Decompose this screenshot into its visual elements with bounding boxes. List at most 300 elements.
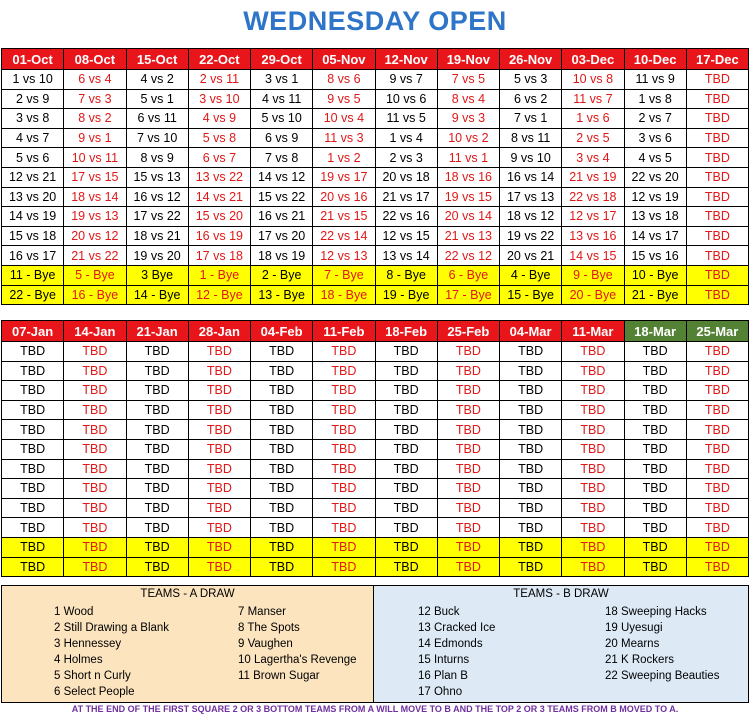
team-entry: 12 Buck [418, 606, 460, 618]
match-cell: TBD [686, 420, 748, 440]
match-cell: TBD [2, 537, 64, 557]
match-cell: TBD [562, 420, 624, 440]
team-entry: 20 Mearns [605, 638, 660, 650]
match-cell: TBD [251, 557, 313, 577]
match-cell: TBD [500, 518, 562, 538]
match-cell: 5 vs 8 [188, 128, 250, 148]
match-cell: 7 vs 3 [64, 89, 126, 109]
match-cell: 3 vs 4 [562, 148, 624, 168]
match-cell: TBD [500, 557, 562, 577]
match-cell: TBD [686, 400, 748, 420]
match-cell: TBD [64, 420, 126, 440]
team-entry: 21 K Rockers [605, 654, 675, 666]
match-cell: 17 - Bye [437, 285, 499, 305]
match-cell: TBD [126, 518, 188, 538]
bye-row [2, 285, 749, 305]
schedule-table-winter [1, 320, 749, 577]
date-header-cell: 25-Mar [686, 321, 748, 342]
date-header-cell: 26-Nov [500, 49, 562, 70]
match-cell: 11 vs 7 [562, 89, 624, 109]
date-header-cell: 11-Mar [562, 321, 624, 342]
match-cell: 6 vs 7 [188, 148, 250, 168]
match-cell: TBD [562, 479, 624, 499]
match-cell: TBD [188, 498, 250, 518]
match-row [2, 498, 749, 518]
match-cell: TBD [686, 381, 748, 401]
match-cell: 2 vs 11 [188, 70, 250, 90]
match-cell: 21 vs 17 [375, 187, 437, 207]
match-cell: 16 vs 21 [251, 207, 313, 227]
match-cell: TBD [313, 381, 375, 401]
match-cell: TBD [624, 361, 686, 381]
match-cell: 15 vs 22 [251, 187, 313, 207]
match-cell: TBD [437, 342, 499, 362]
date-header-cell: 07-Jan [2, 321, 64, 342]
match-cell: 14 vs 12 [251, 167, 313, 187]
match-cell: TBD [686, 537, 748, 557]
match-cell: 15 - Bye [500, 285, 562, 305]
match-cell: 12 vs 13 [313, 246, 375, 266]
match-cell: 21 vs 19 [562, 167, 624, 187]
match-row [2, 361, 749, 381]
match-cell: 21 vs 15 [313, 207, 375, 227]
match-cell: TBD [126, 537, 188, 557]
match-cell: 8 - Bye [375, 265, 437, 285]
match-cell: 1 vs 6 [562, 109, 624, 129]
match-cell: 22 vs 16 [375, 207, 437, 227]
match-cell: 7 vs 10 [126, 128, 188, 148]
match-cell: 8 vs 2 [64, 109, 126, 129]
match-cell: TBD [437, 381, 499, 401]
match-cell: TBD [126, 557, 188, 577]
match-cell: 1 vs 4 [375, 128, 437, 148]
match-cell: TBD [313, 518, 375, 538]
match-cell: 10 vs 2 [437, 128, 499, 148]
date-header-cell: 04-Mar [500, 321, 562, 342]
date-header-cell: 29-Oct [251, 49, 313, 70]
match-cell: 5 vs 6 [2, 148, 64, 168]
match-cell: TBD [251, 498, 313, 518]
match-cell: 18 vs 12 [500, 207, 562, 227]
match-cell: TBD [624, 381, 686, 401]
match-cell: 2 - Bye [251, 265, 313, 285]
match-cell: TBD [686, 226, 748, 246]
match-cell: TBD [624, 518, 686, 538]
match-cell: 12 vs 15 [375, 226, 437, 246]
match-cell: 11 vs 9 [624, 70, 686, 90]
match-row [2, 246, 749, 266]
match-cell: TBD [251, 342, 313, 362]
match-cell: TBD [686, 479, 748, 499]
team-entry: 15 Inturns [418, 654, 470, 666]
date-header-cell: 18-Mar [624, 321, 686, 342]
team-entry: 13 Cracked Ice [418, 622, 496, 634]
match-cell: TBD [562, 361, 624, 381]
date-header-cell: 22-Oct [188, 49, 250, 70]
match-cell: TBD [313, 420, 375, 440]
match-cell: TBD [375, 498, 437, 518]
match-cell: TBD [251, 479, 313, 499]
match-cell: TBD [686, 128, 748, 148]
match-cell: TBD [64, 498, 126, 518]
match-cell: 22 vs 18 [562, 187, 624, 207]
match-cell: TBD [188, 342, 250, 362]
match-cell: 21 - Bye [624, 285, 686, 305]
match-cell: 7 vs 5 [437, 70, 499, 90]
match-cell: 11 vs 3 [313, 128, 375, 148]
match-cell: 4 vs 2 [126, 70, 188, 90]
match-cell: 5 vs 10 [251, 109, 313, 129]
match-cell: 21 vs 22 [64, 246, 126, 266]
match-cell: 16 vs 17 [2, 246, 64, 266]
match-cell: 12 vs 17 [562, 207, 624, 227]
match-cell: 19 vs 17 [313, 167, 375, 187]
match-cell: TBD [375, 400, 437, 420]
match-cell: 10 vs 6 [375, 89, 437, 109]
match-cell: TBD [624, 342, 686, 362]
match-cell: TBD [64, 381, 126, 401]
match-cell: 15 vs 16 [624, 246, 686, 266]
match-cell: 19 - Bye [375, 285, 437, 305]
date-header-cell: 19-Nov [437, 49, 499, 70]
match-cell: 3 vs 8 [2, 109, 64, 129]
match-cell: TBD [375, 342, 437, 362]
date-header-cell: 11-Feb [313, 321, 375, 342]
match-cell: TBD [64, 479, 126, 499]
match-cell: 11 - Bye [2, 265, 64, 285]
match-cell: 20 vs 14 [437, 207, 499, 227]
match-cell: TBD [624, 537, 686, 557]
date-header-cell: 04-Feb [251, 321, 313, 342]
match-cell: 12 - Bye [188, 285, 250, 305]
match-cell: 13 vs 22 [188, 167, 250, 187]
match-cell: 22 - Bye [2, 285, 64, 305]
match-cell: TBD [437, 420, 499, 440]
match-row [2, 459, 749, 479]
match-cell: 13 vs 16 [562, 226, 624, 246]
match-cell: 9 vs 10 [500, 148, 562, 168]
match-cell: TBD [188, 518, 250, 538]
match-cell: 3 vs 10 [188, 89, 250, 109]
match-cell: TBD [437, 439, 499, 459]
match-cell: TBD [188, 557, 250, 577]
date-header-cell: 05-Nov [313, 49, 375, 70]
match-cell: 8 vs 4 [437, 89, 499, 109]
date-header-cell: 14-Jan [64, 321, 126, 342]
match-cell: TBD [500, 498, 562, 518]
match-cell: TBD [686, 518, 748, 538]
match-cell: TBD [437, 518, 499, 538]
match-cell: 19 vs 20 [126, 246, 188, 266]
match-cell: TBD [188, 420, 250, 440]
match-cell: TBD [64, 400, 126, 420]
match-cell: 16 vs 14 [500, 167, 562, 187]
match-cell: 9 vs 5 [313, 89, 375, 109]
match-cell: 8 vs 9 [126, 148, 188, 168]
match-cell: TBD [686, 246, 748, 266]
match-cell: 20 vs 21 [500, 246, 562, 266]
match-cell: 2 vs 5 [562, 128, 624, 148]
footer-note: AT THE END OF THE FIRST SQUARE 2 OR 3 BOTTOM TEAMS FROM A WILL MOVE TO B AND THE TOP 2 OR 3 TEAMS FROM B MOVED TO A. [71, 704, 679, 714]
match-cell: TBD [624, 439, 686, 459]
team-entry: 18 Sweeping Hacks [605, 606, 707, 618]
match-cell: TBD [686, 285, 748, 305]
match-cell: TBD [624, 557, 686, 577]
match-cell: TBD [624, 459, 686, 479]
match-cell: 20 vs 16 [313, 187, 375, 207]
match-cell: TBD [251, 400, 313, 420]
match-cell: TBD [437, 459, 499, 479]
match-row [2, 381, 749, 401]
match-cell: 17 vs 18 [188, 246, 250, 266]
match-cell: TBD [437, 361, 499, 381]
match-cell: TBD [624, 400, 686, 420]
match-cell: TBD [313, 400, 375, 420]
match-cell: TBD [686, 342, 748, 362]
match-cell: TBD [375, 518, 437, 538]
match-cell: TBD [686, 459, 748, 479]
match-cell: 17 vs 22 [126, 207, 188, 227]
match-cell: 21 vs 13 [437, 226, 499, 246]
match-cell: 18 vs 14 [64, 187, 126, 207]
match-cell: TBD [64, 518, 126, 538]
match-cell: TBD [562, 459, 624, 479]
match-cell: TBD [313, 361, 375, 381]
match-row [2, 342, 749, 362]
match-cell: TBD [2, 420, 64, 440]
match-cell: TBD [313, 479, 375, 499]
match-cell: 13 vs 18 [624, 207, 686, 227]
match-cell: TBD [188, 381, 250, 401]
teams-b-col2 [605, 604, 719, 684]
date-header-cell: 12-Nov [375, 49, 437, 70]
match-cell: TBD [562, 518, 624, 538]
date-header-cell: 15-Oct [126, 49, 188, 70]
date-header-cell: 03-Dec [562, 49, 624, 70]
match-cell: TBD [562, 342, 624, 362]
match-cell: TBD [64, 439, 126, 459]
teams-a-panel [2, 586, 374, 702]
match-row [2, 187, 749, 207]
match-cell: 1 vs 8 [624, 89, 686, 109]
team-entry: 1 Wood [54, 606, 94, 618]
match-cell: TBD [624, 420, 686, 440]
match-row [2, 400, 749, 420]
match-cell: TBD [313, 557, 375, 577]
schedule-table-fall [1, 48, 749, 305]
match-cell: TBD [2, 439, 64, 459]
date-header-row [2, 321, 749, 342]
match-cell: TBD [126, 381, 188, 401]
match-cell: TBD [126, 361, 188, 381]
match-cell: TBD [2, 498, 64, 518]
match-cell: TBD [562, 439, 624, 459]
match-cell: TBD [375, 361, 437, 381]
match-cell: 19 vs 15 [437, 187, 499, 207]
match-cell: 2 vs 7 [624, 109, 686, 129]
match-cell: 12 vs 21 [2, 167, 64, 187]
match-cell: TBD [624, 479, 686, 499]
team-entry: 6 Select People [54, 686, 135, 698]
match-cell: TBD [251, 420, 313, 440]
match-cell: 1 vs 10 [2, 70, 64, 90]
match-row [2, 70, 749, 90]
date-header-cell: 18-Feb [375, 321, 437, 342]
match-cell: 5 vs 3 [500, 70, 562, 90]
match-cell: 14 - Bye [126, 285, 188, 305]
date-header-cell: 08-Oct [64, 49, 126, 70]
team-entry: 16 Plan B [418, 670, 468, 682]
match-cell: 20 - Bye [562, 285, 624, 305]
match-cell: TBD [64, 557, 126, 577]
match-cell: 4 - Bye [500, 265, 562, 285]
teams-panel [1, 585, 749, 703]
match-cell: 4 vs 7 [2, 128, 64, 148]
date-header-cell: 17-Dec [686, 49, 748, 70]
match-cell: TBD [500, 361, 562, 381]
match-cell: TBD [562, 537, 624, 557]
match-cell: TBD [313, 537, 375, 557]
match-cell: 7 - Bye [313, 265, 375, 285]
match-cell: TBD [686, 148, 748, 168]
match-cell: 1 - Bye [188, 265, 250, 285]
match-cell: 9 vs 3 [437, 109, 499, 129]
match-cell: TBD [64, 459, 126, 479]
match-cell: TBD [500, 439, 562, 459]
match-cell: 2 vs 9 [2, 89, 64, 109]
match-cell: 10 vs 11 [64, 148, 126, 168]
match-cell: TBD [500, 459, 562, 479]
match-cell: TBD [500, 381, 562, 401]
match-cell: TBD [126, 498, 188, 518]
match-cell: TBD [500, 342, 562, 362]
match-cell: 14 vs 15 [562, 246, 624, 266]
match-row [2, 420, 749, 440]
match-cell: 17 vs 15 [64, 167, 126, 187]
date-header-cell: 01-Oct [2, 49, 64, 70]
match-cell: 16 vs 12 [126, 187, 188, 207]
match-cell: 9 - Bye [562, 265, 624, 285]
match-cell: 14 vs 21 [188, 187, 250, 207]
match-row [2, 479, 749, 499]
match-cell: TBD [686, 557, 748, 577]
match-cell: 20 vs 12 [64, 226, 126, 246]
match-cell: TBD [126, 400, 188, 420]
match-cell: 4 vs 5 [624, 148, 686, 168]
match-cell: TBD [2, 459, 64, 479]
team-entry: 7 Manser [238, 606, 286, 618]
match-cell: 14 vs 19 [2, 207, 64, 227]
match-cell: TBD [126, 479, 188, 499]
match-row [2, 518, 749, 538]
match-cell: TBD [2, 342, 64, 362]
match-cell: TBD [126, 342, 188, 362]
match-cell: 15 vs 13 [126, 167, 188, 187]
match-cell: TBD [188, 459, 250, 479]
match-cell: TBD [686, 439, 748, 459]
match-cell: 6 vs 11 [126, 109, 188, 129]
match-cell: TBD [437, 498, 499, 518]
match-cell: TBD [251, 439, 313, 459]
match-cell: 18 - Bye [313, 285, 375, 305]
match-cell: 6 vs 9 [251, 128, 313, 148]
match-cell: 5 vs 1 [126, 89, 188, 109]
match-cell: TBD [2, 557, 64, 577]
team-entry: 5 Short n Curly [54, 670, 131, 682]
match-cell: TBD [437, 537, 499, 557]
date-header-cell: 25-Feb [437, 321, 499, 342]
date-header-cell: 10-Dec [624, 49, 686, 70]
match-cell: TBD [686, 498, 748, 518]
match-cell: TBD [2, 400, 64, 420]
match-cell: TBD [375, 381, 437, 401]
bye-row [2, 537, 749, 557]
match-cell: 9 vs 7 [375, 70, 437, 90]
match-cell: 4 vs 9 [188, 109, 250, 129]
match-cell: TBD [188, 537, 250, 557]
match-cell: 7 vs 8 [251, 148, 313, 168]
match-cell: 13 - Bye [251, 285, 313, 305]
match-cell: TBD [188, 400, 250, 420]
match-cell: TBD [686, 265, 748, 285]
match-cell: TBD [562, 381, 624, 401]
match-cell: TBD [375, 439, 437, 459]
match-cell: 5 - Bye [64, 265, 126, 285]
match-cell: TBD [251, 381, 313, 401]
match-cell: 7 vs 1 [500, 109, 562, 129]
bye-row [2, 265, 749, 285]
match-cell: TBD [375, 420, 437, 440]
match-cell: 13 vs 20 [2, 187, 64, 207]
match-cell: 11 vs 1 [437, 148, 499, 168]
match-cell: 6 vs 4 [64, 70, 126, 90]
match-row [2, 226, 749, 246]
match-cell: 16 vs 19 [188, 226, 250, 246]
match-cell: TBD [251, 361, 313, 381]
match-cell: TBD [562, 557, 624, 577]
match-cell: TBD [126, 439, 188, 459]
match-cell: TBD [686, 89, 748, 109]
match-cell: TBD [251, 537, 313, 557]
team-entry: 14 Edmonds [418, 638, 483, 650]
match-cell: 17 vs 13 [500, 187, 562, 207]
teams-b-title: TEAMS - B DRAW [513, 588, 609, 600]
match-cell: 15 vs 18 [2, 226, 64, 246]
match-cell: TBD [437, 479, 499, 499]
match-cell: TBD [624, 498, 686, 518]
match-row [2, 89, 749, 109]
match-cell: TBD [313, 342, 375, 362]
teams-b-col1 [418, 604, 495, 700]
match-cell: TBD [64, 537, 126, 557]
match-cell: TBD [562, 400, 624, 420]
match-cell: TBD [188, 361, 250, 381]
teams-b-panel [374, 586, 748, 702]
page-title: WEDNESDAY OPEN [243, 6, 507, 36]
team-entry: 11 Brown Sugar [238, 670, 320, 682]
match-cell: 18 vs 16 [437, 167, 499, 187]
match-cell: 4 vs 11 [251, 89, 313, 109]
match-row [2, 439, 749, 459]
match-cell: TBD [64, 342, 126, 362]
match-cell: 6 vs 2 [500, 89, 562, 109]
match-cell: TBD [126, 420, 188, 440]
match-cell: 3 Bye [126, 265, 188, 285]
match-cell: TBD [375, 557, 437, 577]
match-cell: TBD [437, 557, 499, 577]
match-cell: TBD [188, 479, 250, 499]
match-cell: 16 - Bye [64, 285, 126, 305]
